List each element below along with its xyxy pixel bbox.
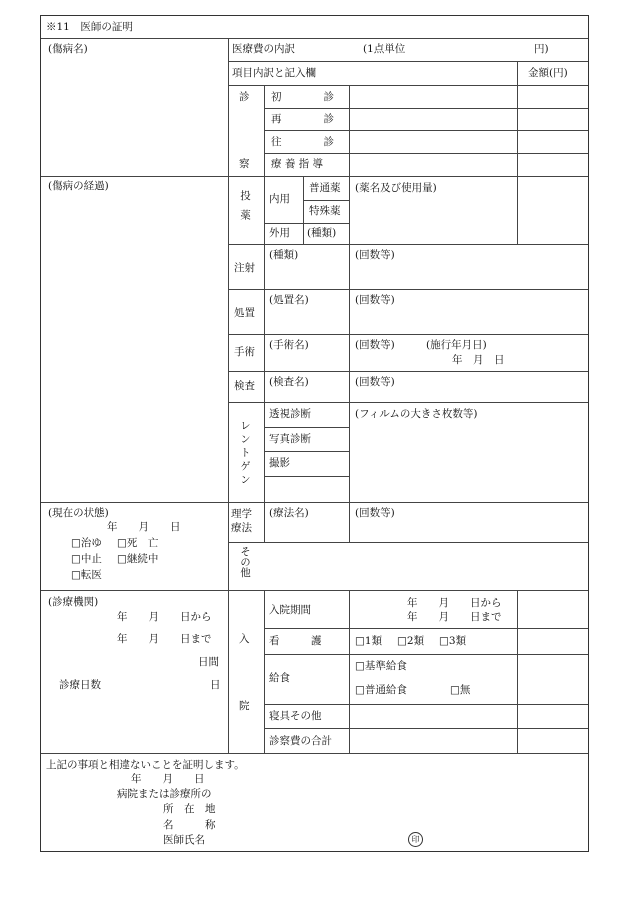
period-to: 年 月 日まで (117, 633, 212, 645)
rigaku-count: (回数等) (355, 507, 395, 519)
toyaku-label: 投薬 (239, 190, 251, 229)
rigaku-label: 理学療法 (231, 508, 252, 534)
disease-course-label: (傷病の経過) (48, 180, 109, 192)
shinsatsu-first-visit: 初 診 (271, 91, 334, 103)
shinsatsu-label-bottom: 察 (239, 158, 250, 170)
treatment-days-label: 診療日数 (59, 679, 101, 691)
toyaku-drug-name: (薬名及び使用量) (355, 182, 437, 194)
inpatient-from: 年 月 日から (407, 597, 502, 609)
seal-mark: 印 (408, 832, 423, 847)
chusha-count: (回数等) (355, 249, 395, 261)
items-header: 項目内訳と記入欄 (232, 67, 316, 79)
inpatient-to: 年 月 日まで (407, 611, 502, 623)
medical-certificate-form (40, 15, 589, 852)
toyaku-ordinary: 普通薬 (309, 182, 341, 194)
shinsatsu-revisit: 再 診 (271, 113, 334, 125)
cert-doctor: 医師氏名 (163, 834, 205, 846)
treatment-days-unit: 日 (210, 679, 221, 691)
period-from: 年 月 日から (117, 611, 212, 623)
status-option-cured[interactable]: □ 治ゆ (71, 537, 102, 550)
toyaku-kind: (種類) (307, 227, 337, 239)
cert-address: 所 在 地 (163, 803, 216, 815)
cost-unit-close: 円) (534, 43, 549, 55)
toyaku-special: 特殊薬 (309, 205, 341, 217)
kensa-name: (検査名) (269, 376, 309, 388)
bedding-label: 寝具その他 (269, 710, 322, 722)
kensa-label: 検査 (234, 380, 255, 392)
shochi-label: 処置 (234, 307, 255, 319)
status-option-transferred[interactable]: □ 転医 (71, 569, 102, 582)
nursing-class-1[interactable]: □ 1類 (355, 635, 382, 648)
form-title: ※11 医師の証明 (46, 21, 133, 33)
chusha-kind: (種類) (269, 249, 299, 261)
status-option-stopped[interactable]: □ 中止 (71, 553, 102, 566)
status-date: 年 月 日 (107, 521, 181, 533)
cost-unit: (1点単位 (363, 43, 406, 55)
inpatient-label-top: 入 (239, 633, 250, 645)
nursing-label: 看 護 (269, 635, 322, 647)
shochi-name: (処置名) (269, 294, 309, 306)
xray-shooting: 撮影 (269, 457, 290, 469)
status-option-died[interactable]: □ 死 亡 (117, 537, 158, 550)
meal-none[interactable]: □ 無 (450, 684, 470, 697)
chusha-label: 注射 (234, 262, 255, 274)
cert-name: 名 称 (163, 819, 216, 831)
other-label: その他 (239, 546, 251, 578)
cert-statement: 上記の事項と相違ないことを証明します。 (46, 759, 245, 771)
shinsatsu-house-call: 往 診 (271, 136, 334, 148)
shujutsu-label: 手術 (234, 346, 255, 358)
amount-header: 金額(円) (528, 67, 568, 79)
xray-label: レントゲン (239, 420, 251, 488)
rigaku-name: (療法名) (269, 507, 309, 519)
shochi-count: (回数等) (355, 294, 395, 306)
cert-hospital: 病院または診療所の (117, 788, 212, 800)
exam-fee-total-label: 診察費の合計 (269, 735, 332, 747)
inpatient-label-bottom: 院 (239, 700, 250, 712)
status-option-continuing[interactable]: □ 継続中 (117, 553, 158, 566)
cert-date: 年 月 日 (131, 773, 205, 785)
toyaku-external: 外用 (269, 227, 290, 239)
shujutsu-name: (手術名) (269, 339, 309, 351)
shujutsu-count: (回数等) (355, 339, 395, 351)
inpatient-period-label: 入院期間 (269, 604, 311, 616)
shujutsu-date-label: (施行年月日) (426, 339, 487, 351)
nursing-class-2[interactable]: □ 2類 (397, 635, 424, 648)
cost-header: 医療費の内訳 (232, 43, 295, 55)
status-label: (現在の状態) (48, 507, 109, 519)
xray-photo: 写真診断 (269, 433, 311, 445)
nursing-class-3[interactable]: □ 3類 (439, 635, 466, 648)
xray-film: (フィルムの大きさ枚数等) (355, 408, 478, 420)
meal-ordinary[interactable]: □ 普通給食 (355, 684, 407, 697)
xray-fluoroscopy: 透視診断 (269, 408, 311, 420)
toyaku-internal: 内用 (269, 193, 290, 205)
meal-standard[interactable]: □ 基準給食 (355, 660, 407, 673)
shujutsu-date-ymd: 年 月 日 (452, 354, 505, 366)
shinsatsu-label-top: 診 (239, 91, 250, 103)
shinsatsu-guidance: 療 養 指 導 (271, 158, 324, 170)
period-label: (診療機関) (48, 596, 99, 608)
period-days-unit: 日間 (198, 656, 219, 668)
disease-name-label: (傷病名) (48, 43, 88, 55)
kensa-count: (回数等) (355, 376, 395, 388)
meal-label: 給食 (269, 672, 290, 684)
